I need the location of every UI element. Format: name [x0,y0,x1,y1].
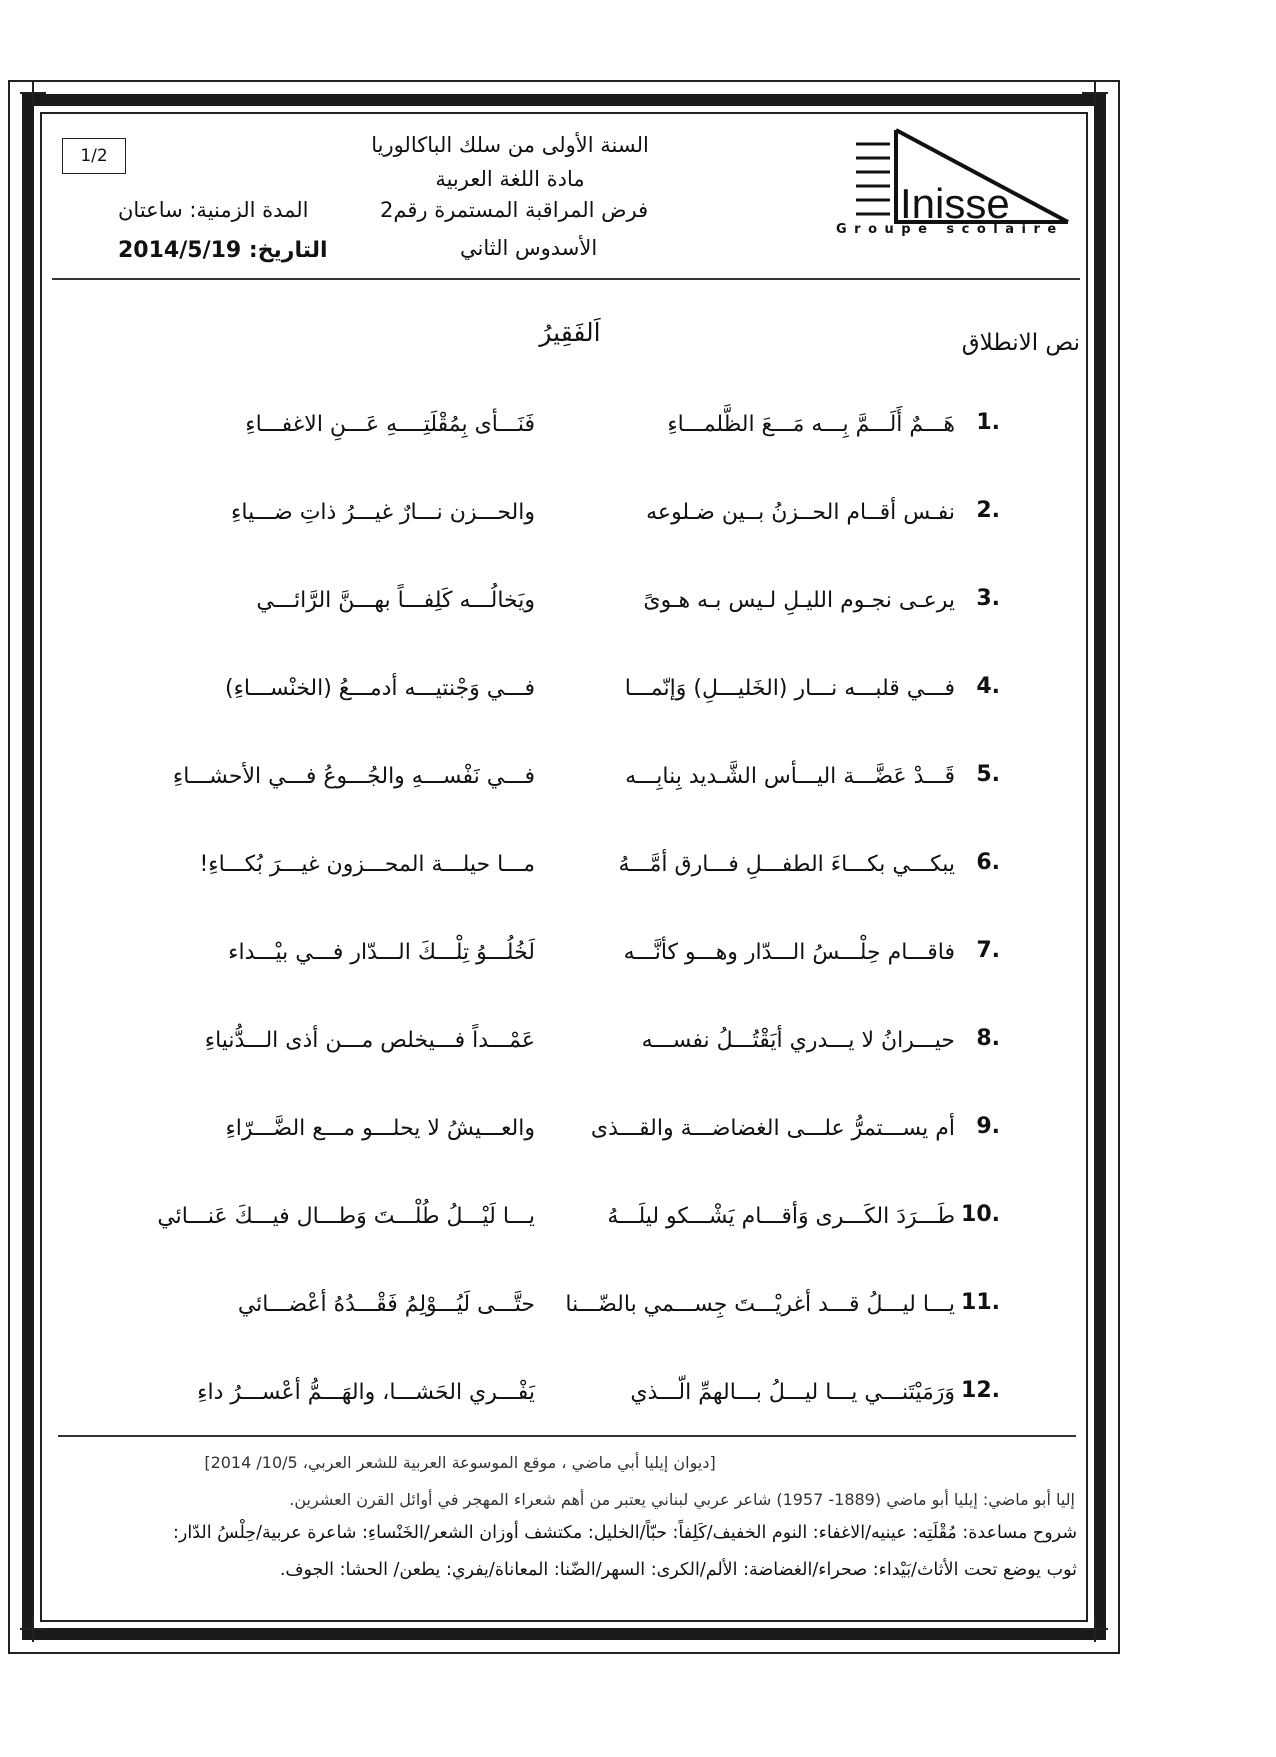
verse-number: 8. [976,1026,1000,1051]
verse-second-hemistich: فـــي نَفْســـهِ والجُـــوعُ فـــي الأحشـــاءِ [172,764,535,789]
verse-first-hemistich: وَرَمَيْتَنـــي يـــا ليـــلُ بـــالهمِّ الّـــذي [630,1380,955,1405]
verse-first-hemistich: يـــا ليـــلُ قـــد أغريْـــتَ جِســـمي بالضّـــنا [565,1292,955,1317]
logo-wordmark: Inisse [900,180,1010,227]
verse-line [110,586,1000,626]
logo-subtitle: Groupe scolaire [836,222,1064,237]
verse-line [110,1026,1000,1066]
verse-second-hemistich: يـــا لَيْـــلُ طُلْـــتَ وَطـــال فيـــكَ عَنـــائي [157,1204,535,1229]
verse-first-hemistich: فـــي قلبـــه نـــار (الخَليـــلِ) وَإنّمـــا [624,676,955,701]
verse-second-hemistich: يَفْـــري الحَشـــا، والهَـــمُّ أعْســـرُ داءِ [197,1380,535,1405]
glossary-line-1: شروح مساعدة: مُقْلَتِه: عينيه/الاغفاء: النوم الخفيف/كَلِفاً: حبّاً/الخليل: مكتشف أوزان الشعر/الخَنْساءِ: شاعرة عربية/حِلْسُ الدّار: [173,1523,1077,1543]
verse-second-hemistich: ويَخالُـــه كَلِفـــاً بهـــنَّ الرَّائـــي [256,588,535,613]
verse-second-hemistich: عَمْـــداً فـــيخلص مـــن أذى الـــدُّنياءِ [204,1028,535,1053]
verse-line [110,762,1000,802]
corner-ornament-bottom-right [1082,1616,1108,1642]
poem-title: اَلفَقِيرُ [539,318,601,347]
verse-number: 11. [961,1290,1000,1315]
verse-second-hemistich: حتَّـــى لَيُـــوْلِمُ فَقْـــدُهُ أعْضـــائي [237,1292,535,1317]
verse-second-hemistich: والحـــزن نـــارٌ غيـــرُ ذاتِ ضـــياءِ [231,500,535,525]
verse-number: 1. [976,410,1000,435]
verse-line [110,1378,1000,1418]
verse-line [110,1114,1000,1154]
verse-first-hemistich: قَـــدْ عَضَّـــة اليـــأس الشَّـديد بِنابِـــه [625,764,955,789]
verse-second-hemistich: لَخُلُـــوُ تِلْـــكَ الـــدّار فـــي بيْـــداء [228,940,535,965]
verse-number: 12. [961,1378,1000,1403]
verse-line [110,498,1000,538]
verse-first-hemistich: طَـــرَدَ الكَـــرى وَأقـــام يَشْـــكو ليلَـــهُ [607,1204,955,1229]
corner-ornament-top-left [20,80,46,106]
verse-line [110,410,1000,450]
verse-number: 6. [976,850,1000,875]
subject-line: مادة اللغة العربية [435,167,585,191]
corner-ornament-bottom-left [20,1616,46,1642]
verse-number: 7. [976,938,1000,963]
verse-first-hemistich: يرعـى نجـوم الليـلِ لـيس بـه هـوىً [643,588,955,613]
verse-first-hemistich: يبكـــي بكـــاءَ الطفـــلِ فـــارق أمَّـــهُ [618,852,955,877]
verse-number: 4. [976,674,1000,699]
duration-line: المدة الزمنية: ساعتان [118,198,309,222]
corner-ornament-top-right [1082,80,1108,106]
verse-number: 2. [976,498,1000,523]
verse-line [110,674,1000,714]
verse-number: 3. [976,586,1000,611]
poem-divider [58,1435,1076,1437]
verse-first-hemistich: فاقـــام حِلْـــسُ الـــدّار وهـــو كأنَّـــه [623,940,955,965]
verse-line [110,1202,1000,1242]
date-line: التاريخ: 2014/5/19 [118,238,328,263]
section-label: نص الانطلاق [961,330,1080,356]
verse-first-hemistich: أم يســـتمرُّ علـــى الغضاضـــة والقـــذى [590,1116,955,1141]
verse-line [110,938,1000,978]
exam-header-center [330,128,690,196]
verse-first-hemistich: هَـــمٌ أَلَـــمَّ بِـــه مَـــعَ الظَّلمـــاءِ [667,412,955,437]
verse-number: 9. [976,1114,1000,1139]
verse-line [110,850,1000,890]
poet-note: إليا أبو ماضي: إيليا أبو ماضي (1889- 1957) شاعر عربي لبناني يعتبر من أهم شعراء المهجر في أوائل القرن العشرين. [289,1490,1075,1509]
level-line: السنة الأولى من سلك الباكالوريا [371,133,649,157]
exam-line: فرض المراقبة المستمرة رقم2 [380,198,649,222]
verse-first-hemistich: حيـــرانُ لا يـــدري أيَقْتُـــلُ نفســـه [641,1028,955,1053]
semester-line: الأسدوس الثاني [460,236,598,260]
source-citation: [ديوان إيليا أبي ماضي ، موقع الموسوعة العربية للشعر العربي، 10/5/ 2014] [204,1453,716,1472]
verse-second-hemistich: والعـــيشُ لا يحلـــو مـــع الضَّـــرّاءِ [225,1116,535,1141]
glossary-line-2: ثوب يوضع تحت الأثاث/بَيْداء: صحراء/الغضاضة: الألم/الكرى: السهر/الضّنا: المعاناة/يفري: يطعن/ الحشا: الجوف. [279,1560,1077,1580]
header-divider [52,278,1080,280]
verse-second-hemistich: فـــي وَجْنتيـــه أدمـــعُ (الخنْســـاءِ) [224,676,535,701]
verse-number: 10. [961,1202,1000,1227]
verse-second-hemistich: مـــا حيلـــة المحـــزون غيـــرَ بُكـــاءِ! [199,852,535,877]
verse-line [110,1290,1000,1330]
verse-first-hemistich: نفـس أقــام الحــزنُ بــين ضـلوعه [646,500,955,525]
verse-number: 5. [976,762,1000,787]
verse-second-hemistich: فَنَـــأى بِمُقْلَتِــــهِ عَـــنِ الاغفـــاءِ [245,412,535,437]
page-number: 1/2 [62,138,126,174]
